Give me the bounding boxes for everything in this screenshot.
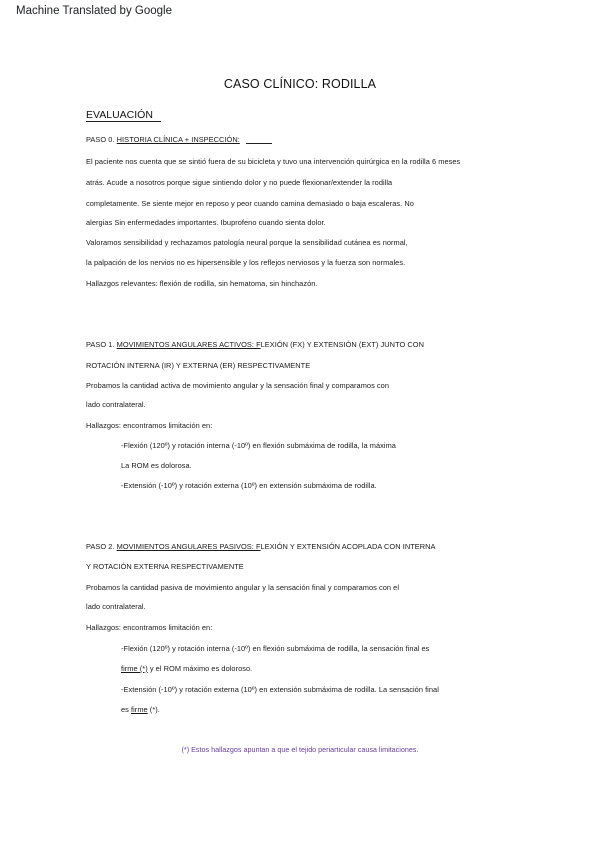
paso2-intro: Probamos la cantidad pasiva de movimiento angular y la sensación final y comparamos con el <box>86 583 400 592</box>
paso0-heading <box>86 135 240 144</box>
paso2-f4-prefix: es <box>121 705 132 714</box>
evaluacion-underline <box>86 121 161 122</box>
paso0-line: Hallazgos relevantes: flexión de rodilla, sin hematoma, sin hinchazón. <box>86 279 318 288</box>
paso1-findings: Hallazgos: encontramos limitación en: <box>86 421 213 430</box>
paso2-finding-item <box>121 705 160 714</box>
footnote: (*) Estos hallazgos apuntan a que el tejido periarticular causa limitaciones. <box>181 745 419 754</box>
paso2-heading-line2: Y ROTACIÓN EXTERNA RESPECTIVAMENTE <box>86 562 244 571</box>
machine-translated-banner: Machine Translated by Google <box>16 5 172 17</box>
paso0-line: atrás. Acude a nosotros porque sigue sintiendo dolor y no puede flexionar/extender la rodilla <box>86 178 393 187</box>
paso1-heading <box>86 340 424 349</box>
paso1-heading-line2: ROTACIÓN INTERNA (IR) Y EXTERNA (ER) RESPECTIVAMENTE <box>86 361 311 370</box>
firme-term: firme <box>131 705 148 714</box>
paso0-line: Valoramos sensibilidad y rechazamos patología neural porque la sensibilidad cutánea es normal, <box>86 238 408 247</box>
paso0-line: alergias Sin enfermedades importantes. Ibuprofeno cuando sienta dolor. <box>86 218 326 227</box>
paso0-underline-ext <box>246 143 272 144</box>
paso2-label: PASO 2. <box>86 542 117 551</box>
paso0-label: PASO 0. <box>86 135 117 144</box>
firme-term: firme (*) <box>121 664 148 673</box>
paso2-intro: lado contralateral. <box>86 602 146 611</box>
paso1-intro: lado contralateral. <box>86 400 146 409</box>
paso1-label: PASO 1. <box>86 340 117 349</box>
paso2-label-underlined: MOVIMIENTOS ANGULARES PASIVOS: F <box>116 542 261 551</box>
paso0-line: El paciente nos cuenta que se sintió fuera de su bicicleta y tuvo una intervención quirúrgica en la rodilla 6 meses <box>86 157 461 166</box>
paso1-finding-item: -Flexión (120º) y rotación interna (-10º) en flexión submáxima de rodilla, la máxima <box>121 441 396 450</box>
paso2-heading <box>86 542 436 551</box>
paso1-finding-item: La ROM es dolorosa. <box>121 461 192 470</box>
paso1-label-rest: LEXIÓN (FX) Y EXTENSIÓN (EXT) JUNTO CON <box>260 340 424 349</box>
paso2-label-rest: LEXIÓN Y EXTENSIÓN ACOPLADA CON INTERNA <box>260 542 436 551</box>
paso2-f4-suffix: (*). <box>147 705 160 714</box>
paso2-finding-item: -Flexión (120º) y rotación interna (-10º) en flexión submáxima de rodilla, la sensación final es <box>121 644 430 653</box>
paso2-findings: Hallazgos: encontramos limitación en: <box>86 623 213 632</box>
paso2-finding-item: -Extensión (-10º) y rotación externa (10º) en extensión submáxima de rodilla. La sensación final <box>121 685 439 694</box>
paso2-f2-rest: y el ROM máximo es doloroso. <box>147 664 253 673</box>
evaluacion-heading: EVALUACIÓN <box>86 109 153 121</box>
paso0-line: completamente. Se siente mejor en reposo y peor cuando camina demasiado o baja escaleras. No <box>86 199 414 208</box>
paso0-line: la palpación de los nervios no es hipersensible y los reflejos nerviosos y la fuerza son normales. <box>86 258 406 267</box>
paso1-intro: Probamos la cantidad activa de movimiento angular y la sensación final y comparamos con <box>86 381 390 390</box>
paso0-label-underlined: HISTORIA CLÍNICA + INSPECCIÓN: <box>116 135 240 144</box>
paso2-finding-item <box>121 664 252 673</box>
paso1-finding-item: -Extensión (-10º) y rotación externa (10º) en extensión submáxima de rodilla. <box>121 481 377 490</box>
document-title: CASO CLÍNICO: RODILLA <box>223 77 377 91</box>
paso1-label-underlined: MOVIMIENTOS ANGULARES ACTIVOS: F <box>116 340 261 349</box>
